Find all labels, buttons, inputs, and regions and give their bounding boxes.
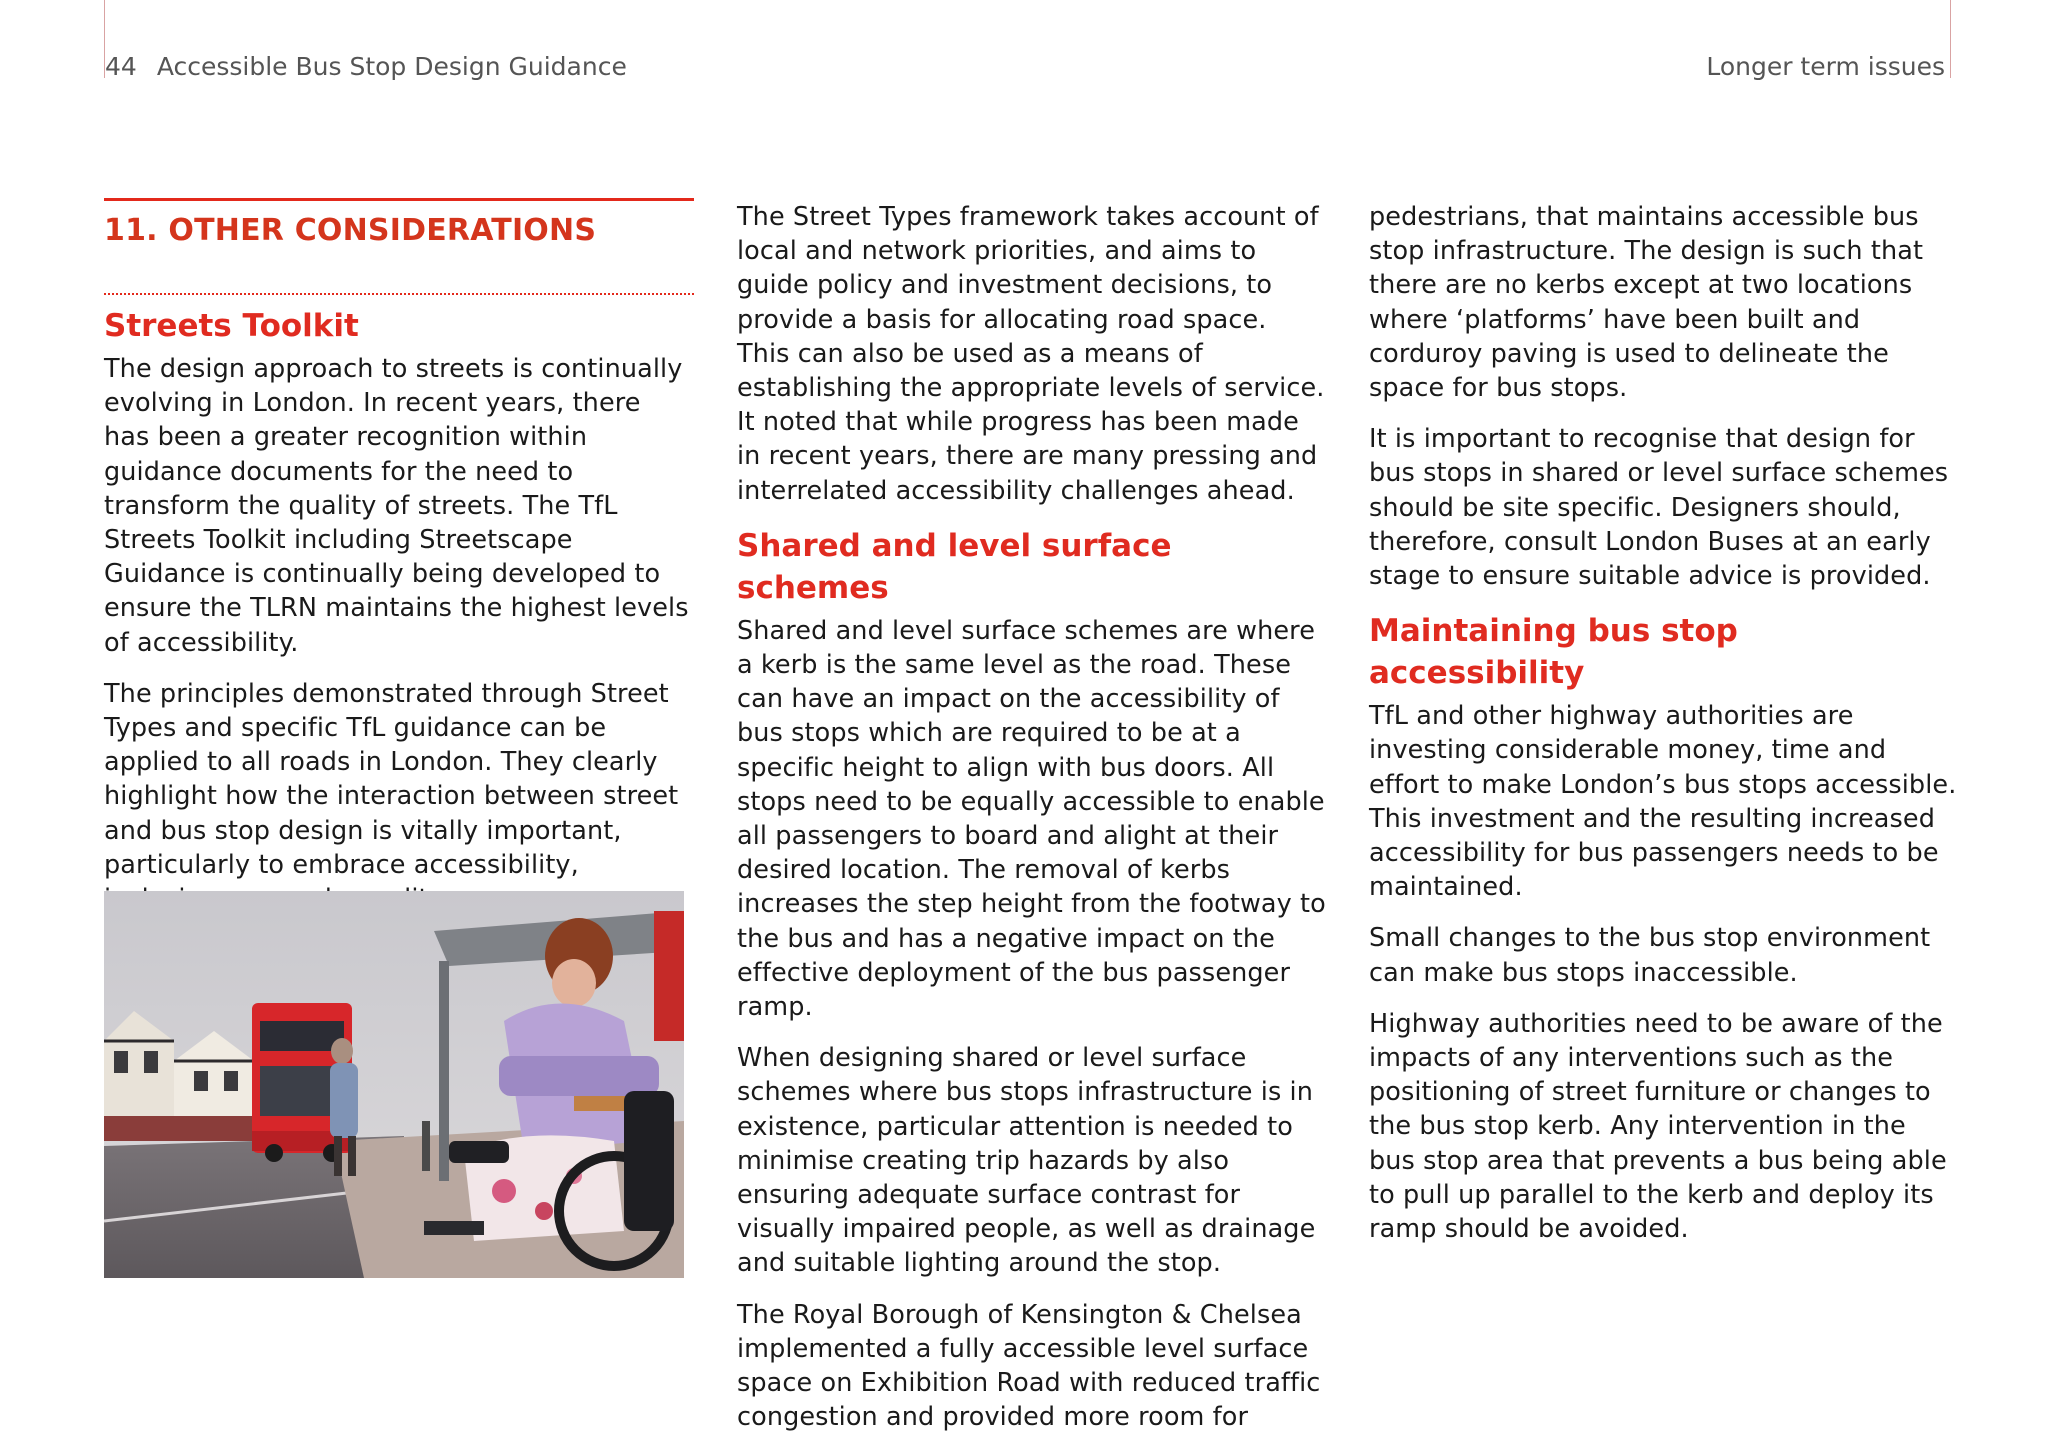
paragraph: pedestrians, that maintains accessible bus stop infrastructure. The design is such that there are no kerbs except at two locations where ‘platforms’ have been built and corduroy paving is used to delineate the space for bus stops. xyxy=(1369,202,1924,404)
column-2 xyxy=(737,200,1327,1452)
paragraph: The Royal Borough of Kensington & Chelsea implemented a fully accessible level surface space on Exhibition Road with reduced traffic congestion and provided more room for xyxy=(737,1299,1321,1433)
paragraph: The principles demonstrated through Street Types and specific TfL guidance can be applied to all roads in London. They clearly highlight how the interaction between street and bus stop design is vitally important, particularly to embrace accessibility, xyxy=(104,678,679,880)
section-label: Longer term issues xyxy=(1706,51,1945,81)
column-3 xyxy=(1369,200,1959,1263)
paragraph: When designing shared or level surface schemes where bus stops infrastructure is in existence, particular attention is needed to minimise creating trip hazards by also ensuring adequate surface contrast for visually impaired people, as well as drainage and suitable lighting around the stop. xyxy=(737,1043,1316,1279)
paragraph: The design approach to streets is continually evolving in London. In recent years, there has been a greater recognition within guidance documents for the need to transform the quality of streets. The TfL Streets Toolkit including Streetscape Guidance is continually being developed to ensure the TLRN maintains the highest levels of accessibility. xyxy=(104,354,689,658)
maintaining-accessibility-heading: Maintaining bus stop accessibility xyxy=(1369,613,1738,692)
document-title: Accessible Bus Stop Design Guidance xyxy=(156,51,627,81)
paragraph: Shared and level surface schemes are where a kerb is the same level as the road. These can have an impact on the accessibility of bus stops which are required to be at a specific height to align with bus doors. All stops need to be equally accessible to enable all passengers to board and alight at their desired location. The removal of kerbs increases the step height from the footway to the bus and has a negative impact on the effective deployment of the bus passenger ramp. xyxy=(737,615,1326,1023)
paragraph: The Street Types framework takes account of local and network priorities, and aims to guide policy and investment decisions, to provide a basis for allocating road space. This can also be used as a means of establishing the appropriate levels of service. It noted that while progress has been made in recent years, there are many pressing and interrelated accessibility challenges ahead. xyxy=(737,202,1325,506)
paragraph: TfL and other highway authorities are investing considerable money, time and effort to make London’s bus stops accessible. This investment and the resulting increased accessibility for bus passengers needs to be maintained. xyxy=(1369,701,1957,903)
page-header xyxy=(105,46,1945,86)
bus-stop-photo xyxy=(104,891,684,1278)
shared-level-surface-heading: Shared and level surface schemes xyxy=(737,527,1172,606)
crop-mark-right xyxy=(1950,0,1951,78)
section-heading: 11. OTHER CONSIDERATIONS xyxy=(104,198,694,275)
paragraph: It is important to recognise that design for bus stops in shared or level surface schemes should be site specific. Designers should, therefore, consult London Buses at an early stage to ensure suitable advice is provided. xyxy=(1369,424,1949,592)
streets-toolkit-heading: Streets Toolkit xyxy=(104,308,359,344)
paragraph: Highway authorities need to be aware of the impacts of any interventions such as the positioning of street furniture or changes to the bus stop kerb. Any intervention in the bus stop area that prevents a bus being able to pull up parallel to the kerb and deploy its ramp should be avoided. xyxy=(1369,1008,1947,1245)
dotted-divider xyxy=(104,293,694,295)
paragraph: Small changes to the bus stop environment can make bus stops inaccessible. xyxy=(1369,923,1931,988)
column-1 xyxy=(104,198,694,933)
page-number: 44 xyxy=(105,51,137,81)
header-left xyxy=(105,52,627,81)
